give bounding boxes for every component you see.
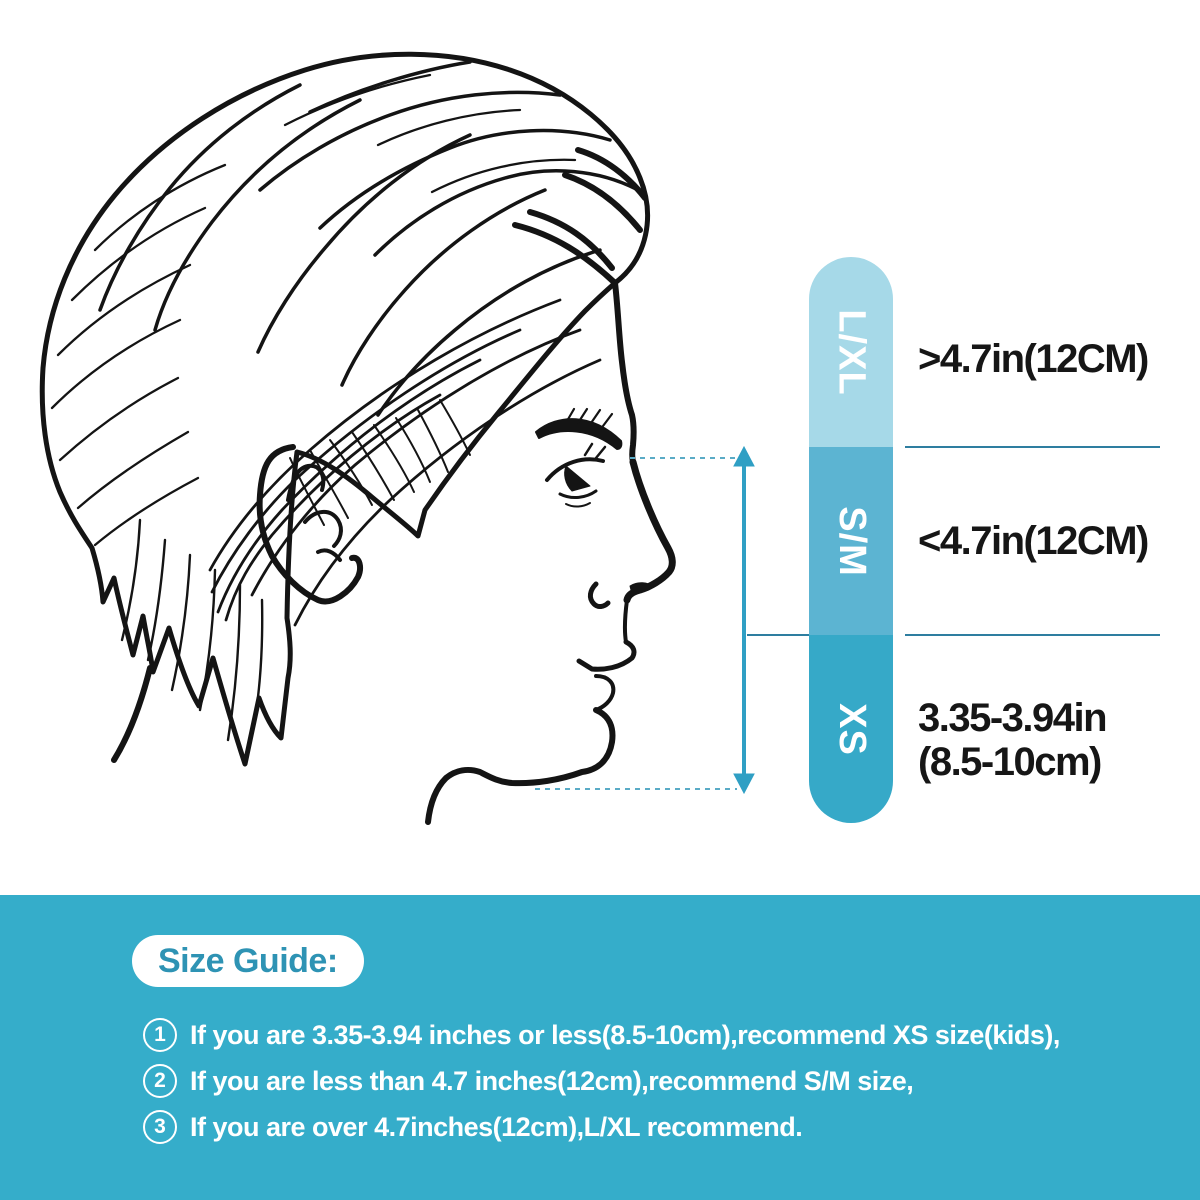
- size-segment-sm: [809, 447, 893, 635]
- guide-item-3-number: 3: [143, 1110, 177, 1144]
- nose-base-shade: [630, 583, 653, 592]
- size-label-lxl: L/XL: [830, 308, 873, 396]
- ear-tragus: [318, 550, 340, 560]
- forehead-line: [615, 283, 634, 462]
- philtrum: [625, 600, 627, 642]
- lower-lip: [596, 676, 613, 710]
- size-label-xs: XS: [830, 702, 873, 756]
- guide-item-1: [143, 1018, 1060, 1052]
- eye-crease: [566, 503, 590, 507]
- measurement-lxl: >4.7in(12CM): [918, 337, 1148, 381]
- eye-lash2: [585, 444, 592, 455]
- size-label-sm: S/M: [830, 505, 873, 577]
- guide-item-3: [143, 1110, 802, 1144]
- eye-lash: [596, 447, 605, 458]
- separator-line-lxl-sm: [905, 446, 1160, 448]
- ear-antihelix: [305, 512, 341, 546]
- measurement-xs-line1: 3.35-3.94in: [918, 696, 1107, 740]
- eye-lower-lid: [560, 491, 596, 498]
- nostril: [590, 584, 608, 607]
- size-guide-band: [0, 895, 1200, 1200]
- size-bar: [809, 257, 893, 823]
- size-guide-title: Size Guide:: [158, 941, 338, 980]
- measurement-sm: <4.7in(12CM): [918, 519, 1148, 563]
- guide-item-3-text: If you are over 4.7inches(12cm),L/XL recommend.: [190, 1111, 803, 1142]
- guide-item-2: [143, 1064, 913, 1098]
- upper-lip: [579, 642, 634, 669]
- vertical-measure-arrow: [734, 447, 754, 793]
- measurement-xs-line2: (8.5-10cm): [918, 740, 1101, 784]
- size-segment-xs: [809, 635, 893, 823]
- guide-item-1-text: If you are 3.35-3.94 inches or less(8.5-10cm),recommend XS size(kids),: [190, 1019, 1060, 1050]
- nose-line: [627, 462, 672, 600]
- guide-item-2-text: If you are less than 4.7 inches(12cm),recommend S/M size,: [190, 1065, 914, 1096]
- chin-jaw-neck: [428, 710, 612, 822]
- back-neck-line: [114, 668, 150, 760]
- size-guide-title-pill: [132, 935, 364, 987]
- size-segment-lxl: [809, 257, 893, 447]
- measurement-xs: [918, 696, 1106, 784]
- separator-line-sm-xs: [905, 634, 1160, 636]
- guide-item-1-number: 1: [143, 1018, 177, 1052]
- eye-pupil: [565, 466, 590, 491]
- guide-item-2-number: 2: [143, 1064, 177, 1098]
